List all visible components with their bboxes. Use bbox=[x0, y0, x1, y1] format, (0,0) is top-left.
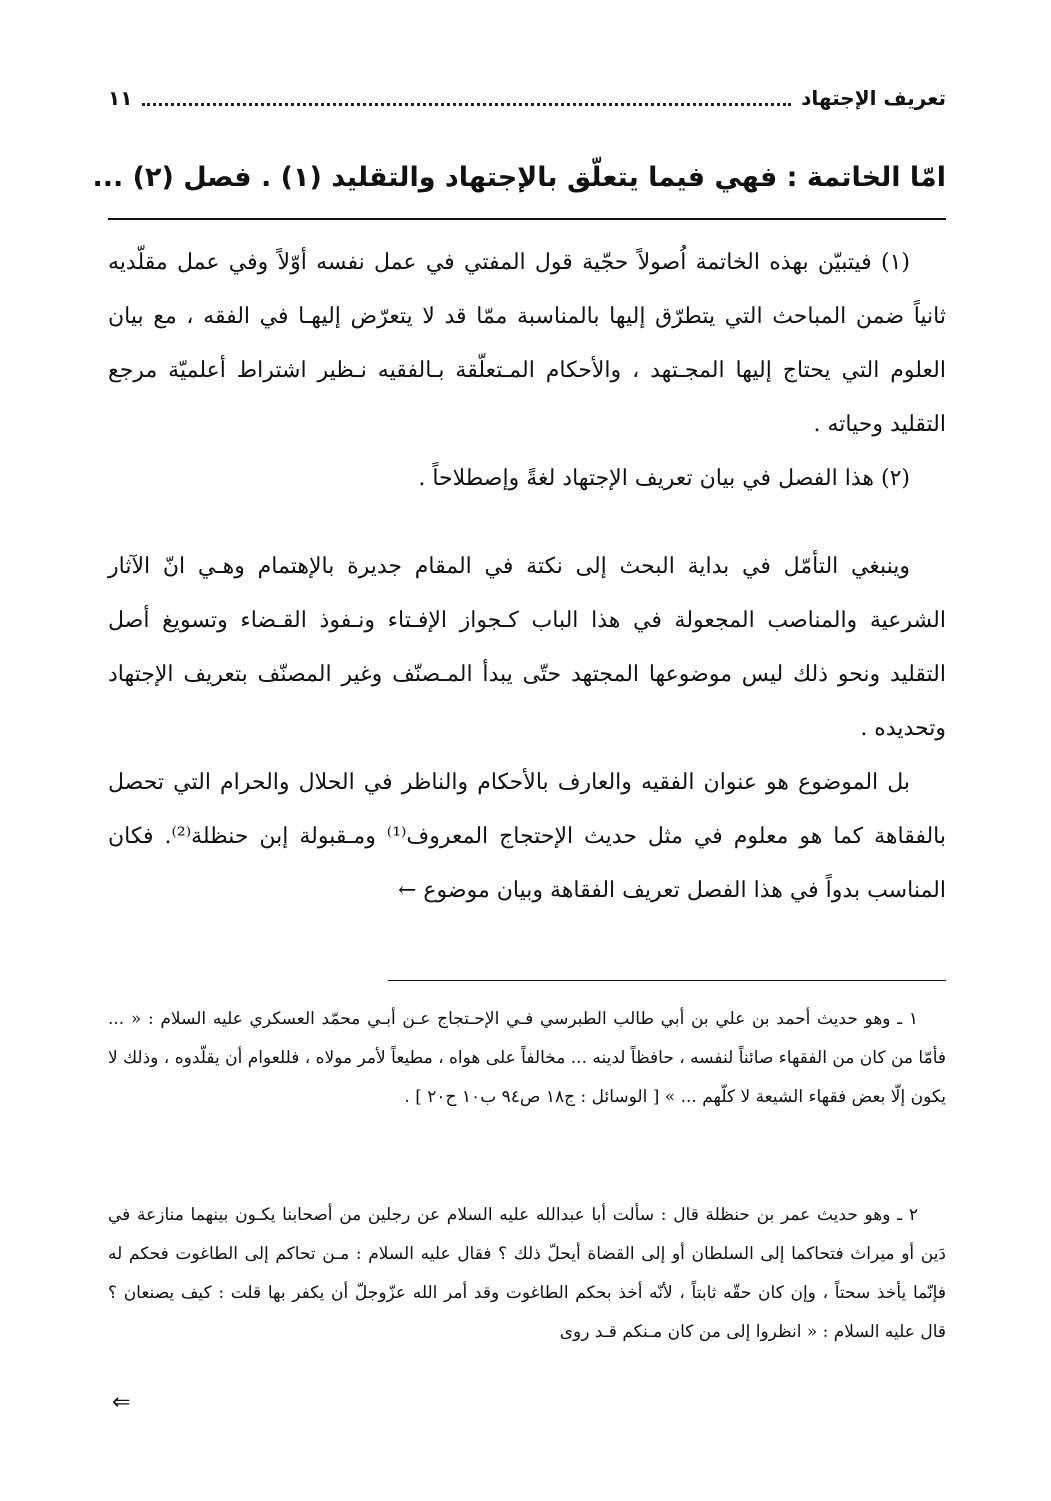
note-1-paragraph: (١) فيتبيّن بهذه الخاتمة اُصولاً حجّية قول المفتي في عمل نفسه أوّلاً وفي عمل مقلّديه ثانياً ضمن المباحث التي يتطرّق إليها بالمناسبة ممّا قد لا يتعرّض إليهـا في الفقه ، مع بيان العلوم التي يحتاج إليها المجـتهد ، والأحكام المـتعلّقة بـالفقيه نـظير اشتراط أعلميّة مرجع التقليد وحياته . bbox=[108, 250, 946, 437]
note-2-paragraph: (٢) هذا الفصل في بيان تعريف الإجتهاد لغةً وإصطلاحاً . bbox=[418, 466, 910, 491]
body-paragraph-1: وينبغي التأمّل في بداية البحث إلى نكتة في المقام جديرة بالإهتمام وهـي انّ الآثار الشرعية والمناصب المجعولة في هذا الباب كـجواز الإفـتاء ونـفوذ القـضاء وتسويغ أصل التقليد ونحو ذلك ليس موضوعها المجتهد حتّى يبدأ المـصنّف وغير المصنّف بتعريف الإجتهاد وتحديده . bbox=[108, 554, 946, 741]
header-dot-leader bbox=[142, 103, 791, 106]
footnote-1: ١ ـ وهو حديث أحمد بن علي بن أبي طالب الطبرسي فـي الإحـتجاج عـن أبـي محمّد العسكري عليه السلام : « ... فأمّا من كان من الفقهاء صائناً لنفسه ، حافظاً لدينه ... مخالفاً على هواه ، مطيعاً لأمر مولاه ، فللعوام أن يقلّدوه ، وذلك لا يكون إلّا بعض فقهاء الشيعة لا كلّهم ... » [ الوسائل : ج١٨ ص٩٤ ب١٠ ح٢٠ ] . bbox=[108, 1009, 946, 1107]
body-paragraph-2: بل الموضوع هو عنوان الفقيه والعارف بالأحكام والناظر في الحلال والحرام التي تحصل بالفقاهة كما هو معلوم في مثل حديث الإحتجاج المعروف⁽¹⁾ ومـقبولة إبن حنظلة⁽²⁾. فكان المناسب بدواً في هذا الفصل تعريف الفقاهة وبيان موضوع ← bbox=[108, 770, 946, 903]
footnote-separator bbox=[388, 980, 946, 981]
continue-arrow-icon: ⇐ bbox=[112, 1390, 131, 1415]
header-title: تعريف الإجتهاد bbox=[801, 86, 946, 110]
running-header bbox=[108, 80, 946, 116]
heading-rule bbox=[108, 218, 946, 220]
footnote-2: ٢ ـ وهو حديث عمر بن حنظلة قال : سألت أبا عبدالله عليه السلام عن رجلين من أصحابنا يكـون بينهما منازعة في دَين أو ميراث فتحاكما إلى السلطان أو إلى القضاة أيحلّ ذلك ؟ فقال عليه السلام : مـن تحاكم إلى الطاغوت فحكم له فإنّما يأخذ سحتاً ، وإن كان حقّه ثابتاً ، لأنّه أخذ بحكم الطاغوت وقد أمر الله عزّوجلّ أن يكفر بها قلت : كيف يصنعان ؟ قال عليه السلام : « انظروا إلى من كان مـنكم قـد روى bbox=[108, 1205, 946, 1342]
section-heading: امّا الخاتمة : فهي فيما يتعلّق بالإجتهاد والتقليد (١) . فصل (٢) ... bbox=[92, 162, 946, 193]
page-number: ١١ bbox=[108, 86, 133, 110]
